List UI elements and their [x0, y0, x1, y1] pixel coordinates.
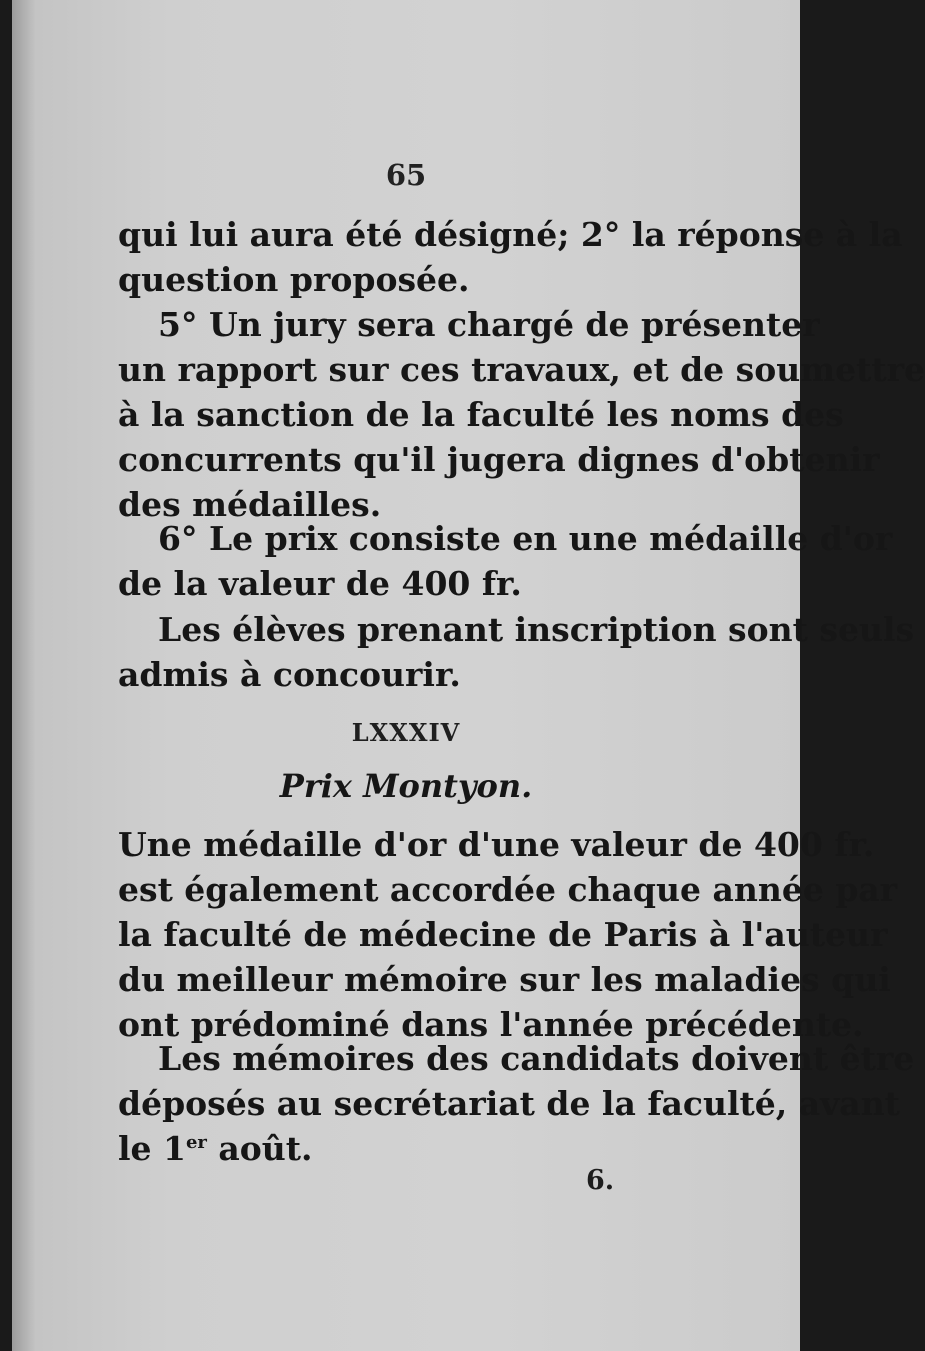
signature-mark: 6. — [586, 1165, 615, 1196]
text-line: de la valeur de 400 fr. — [118, 564, 522, 603]
text-line: ont prédominé dans l'année précédente. — [118, 1005, 864, 1044]
text-line: Les élèves prenant inscription sont seuls — [158, 610, 915, 649]
section-title: Prix Montyon. — [279, 767, 533, 805]
text-line: des médailles. — [118, 485, 382, 524]
text-line-with-superscript — [118, 1126, 712, 1171]
text-line: un rapport sur ces travaux, et de soumettre — [118, 350, 925, 389]
text-line: déposés au secrétariat de la faculté, avant — [118, 1084, 900, 1123]
text-fragment: août. — [206, 1129, 313, 1168]
page-number: 65 — [385, 158, 427, 192]
text-line: Une médaille d'or d'une valeur de 400 fr. — [118, 825, 875, 864]
text-line: 5° Un jury sera chargé de présenter — [158, 305, 820, 344]
text-line: concurrents qu'il jugera dignes d'obtenir — [118, 440, 880, 479]
paragraph-article-5 — [118, 302, 925, 527]
text-line: question proposée. — [118, 260, 470, 299]
section-number: LXXXIV — [351, 718, 461, 747]
text-line: est également accordée chaque année par — [118, 870, 898, 909]
book-page — [12, 0, 925, 1351]
text-line: qui lui aura été désigné; 2° la réponse à la — [118, 215, 903, 254]
text-line: la faculté de médecine de Paris à l'auteur — [118, 915, 888, 954]
text-line: à la sanction de la faculté les noms des — [118, 395, 844, 434]
text-fragment: le 1 — [118, 1129, 186, 1168]
paragraph-montyon-prize — [118, 822, 898, 1047]
text-line: Les mémoires des candidats doivent être — [158, 1039, 915, 1078]
paragraph-eligibility — [118, 607, 915, 697]
superscript: er — [185, 1132, 207, 1153]
text-line: du meilleur mémoire sur les maladies qui — [118, 960, 891, 999]
paragraph-submission — [118, 1036, 915, 1171]
paragraph-article-6 — [118, 516, 893, 606]
text-line: admis à concourir. — [118, 655, 461, 694]
text-line: 6° Le prix consiste en une médaille d'or — [158, 519, 893, 558]
paragraph-continuation — [118, 212, 903, 302]
